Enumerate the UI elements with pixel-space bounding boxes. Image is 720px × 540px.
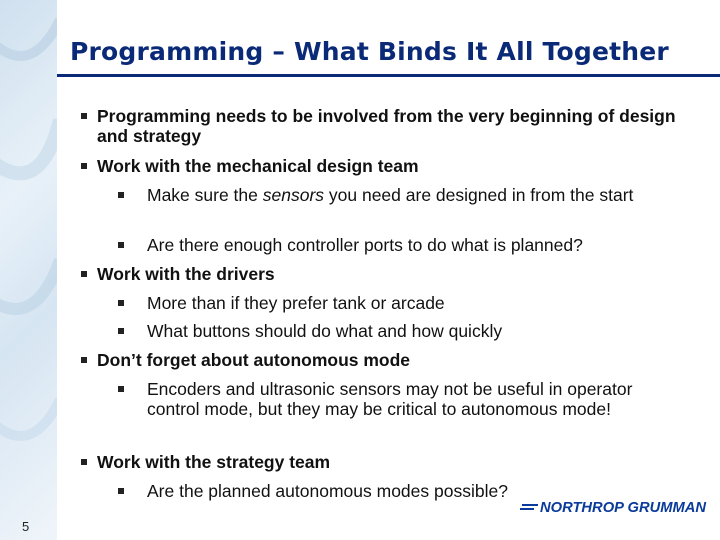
bullet-marker-icon: [118, 386, 124, 392]
bullet-item: [97, 452, 687, 472]
bullet-text: Work with the mechanical design team: [97, 156, 419, 176]
slide-title: Programming – What Binds It All Together: [70, 37, 669, 66]
bullet-item: [97, 106, 687, 146]
bullet-text-pre: Make sure the: [147, 185, 263, 205]
bullet-marker-icon: [81, 357, 87, 363]
bullet-text: Are there enough controller ports to do what is planned?: [147, 235, 583, 255]
bullet-marker-icon: [81, 113, 87, 119]
logo-text: NORTHROP GRUMMAN: [540, 499, 708, 516]
bullet-item: [97, 156, 687, 176]
bullet-text-post: you need are designed in from the start: [324, 185, 634, 205]
northrop-grumman-logo: [520, 496, 708, 516]
bullet-text: What buttons should do what and how quickly: [147, 321, 503, 341]
bullet-item: [97, 264, 687, 284]
bullet-text: Work with the drivers: [97, 264, 275, 284]
bullet-text: Programming needs to be involved from the very beginning of design and strategy: [97, 106, 676, 146]
bullet-marker-icon: [81, 271, 87, 277]
bullet-marker-icon: [118, 328, 124, 334]
bullet-marker-icon: [81, 459, 87, 465]
bullet-text: Are the planned autonomous modes possible?: [147, 481, 508, 501]
sub-bullet-item: [147, 293, 687, 313]
bullet-text-emphasis: sensors: [262, 185, 325, 205]
sub-bullet-item: [147, 379, 647, 419]
bullet-text: Work with the strategy team: [97, 452, 331, 472]
bullet-marker-icon: [118, 242, 124, 248]
sub-bullet-item: [147, 321, 687, 341]
bullet-text: More than if they prefer tank or arcade: [147, 293, 445, 313]
bullet-marker-icon: [118, 300, 124, 306]
sub-bullet-item: [147, 235, 687, 255]
bullet-marker-icon: [118, 192, 124, 198]
sub-bullet-item: [147, 185, 667, 205]
bullet-text: Encoders and ultrasonic sensors may not be useful in operator control mode, but they may be critical to autonomous mode!: [147, 379, 633, 419]
bullet-item: [97, 350, 687, 370]
page-number: 5: [22, 519, 30, 534]
bullet-marker-icon: [118, 488, 124, 494]
bullet-text: Don’t forget about autonomous mode: [97, 350, 411, 370]
bullet-marker-icon: [81, 163, 87, 169]
